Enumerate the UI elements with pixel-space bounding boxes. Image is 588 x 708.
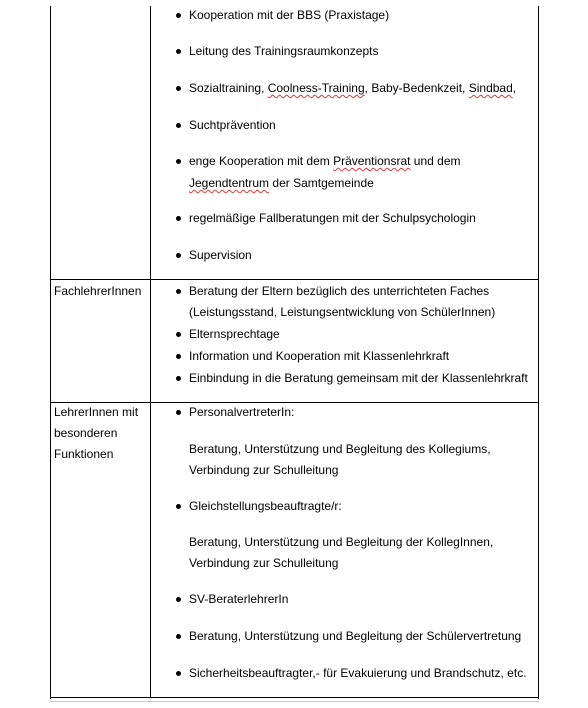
list-item-description: Beratung, Unterstützung und Begleitung des Kollegiums, xyxy=(189,442,491,456)
bullet-icon xyxy=(176,671,181,676)
list-item-title: Sicherheitsbeauftragter,- für Evakuierung und Brandschutz, etc. xyxy=(189,666,527,680)
list-item-description: Verbindung zur Schulleitung xyxy=(189,556,339,570)
list-item-description: Verbindung zur Schulleitung xyxy=(189,463,339,477)
list-item: Supervision xyxy=(189,248,252,262)
list-item: Suchtprävention xyxy=(189,118,276,132)
bullet-icon xyxy=(176,123,181,128)
bullet-icon xyxy=(176,49,181,54)
row-label-line: besonderen xyxy=(54,426,118,440)
list-item-continuation: Jegendtentrum der Samtgemeinde xyxy=(189,176,374,190)
list-item: Information und Kooperation mit Klassenlehrkraft xyxy=(189,349,450,363)
list-item-description: Beratung, Unterstützung und Begleitung der KollegInnen, xyxy=(189,535,494,549)
table-bottom-border xyxy=(50,697,539,698)
bullet-icon xyxy=(176,253,181,258)
page-edge-line xyxy=(50,701,539,702)
list-item: Leitung des Trainingsraumkonzepts xyxy=(189,44,379,58)
list-item: enge Kooperation mit dem Präventionsrat und dem xyxy=(189,154,461,168)
list-item: Beratung der Eltern bezüglich des unterrichteten Faches xyxy=(189,284,490,298)
list-item: Einbindung in die Beratung gemeinsam mit der Klassenlehrkraft xyxy=(189,371,528,385)
bullet-icon xyxy=(176,354,181,359)
list-item-title: SV-BeraterlehrerIn xyxy=(189,592,289,606)
bullet-icon xyxy=(176,597,181,602)
bullet-icon xyxy=(176,289,181,294)
list-item-title: PersonalvertreterIn: xyxy=(189,405,295,419)
bullet-icon xyxy=(176,332,181,337)
column-divider xyxy=(150,6,151,697)
list-item-title: Gleichstellungsbeauftragte/r: xyxy=(189,499,342,513)
row-label: FachlehrerInnen xyxy=(54,284,142,298)
bullet-icon xyxy=(176,13,181,18)
list-item: regelmäßige Fallberatungen mit der Schulpsychologin xyxy=(189,211,476,225)
list-item-continuation: (Leistungsstand, Leistungsentwicklung von SchülerInnen) xyxy=(189,305,496,319)
list-item: Kooperation mit der BBS (Praxistage) xyxy=(189,8,390,22)
bullet-icon xyxy=(176,376,181,381)
bullet-icon xyxy=(176,634,181,639)
spellcheck-underline: Coolness-Training xyxy=(267,81,365,95)
spellcheck-underline: Sindbad xyxy=(468,81,513,95)
row-divider xyxy=(50,279,539,280)
bullet-icon xyxy=(176,216,181,221)
row-label-line: LehrerInnen mit xyxy=(54,405,139,419)
list-item: Elternsprechtage xyxy=(189,327,280,341)
spellcheck-underline: Jegendtentrum xyxy=(189,176,270,190)
list-item: Sozialtraining, Coolness-Training, Baby-Bedenkzeit, Sindbad, xyxy=(189,81,517,95)
bullet-icon xyxy=(176,86,181,91)
spellcheck-underline: Präventionsrat xyxy=(333,154,411,168)
bullet-icon xyxy=(176,504,181,509)
bullet-icon xyxy=(176,410,181,415)
row-label-line: Funktionen xyxy=(54,447,114,461)
list-item-description: Beratung, Unterstützung und Begleitung der Schülervertretung xyxy=(189,629,522,643)
bullet-icon xyxy=(176,159,181,164)
